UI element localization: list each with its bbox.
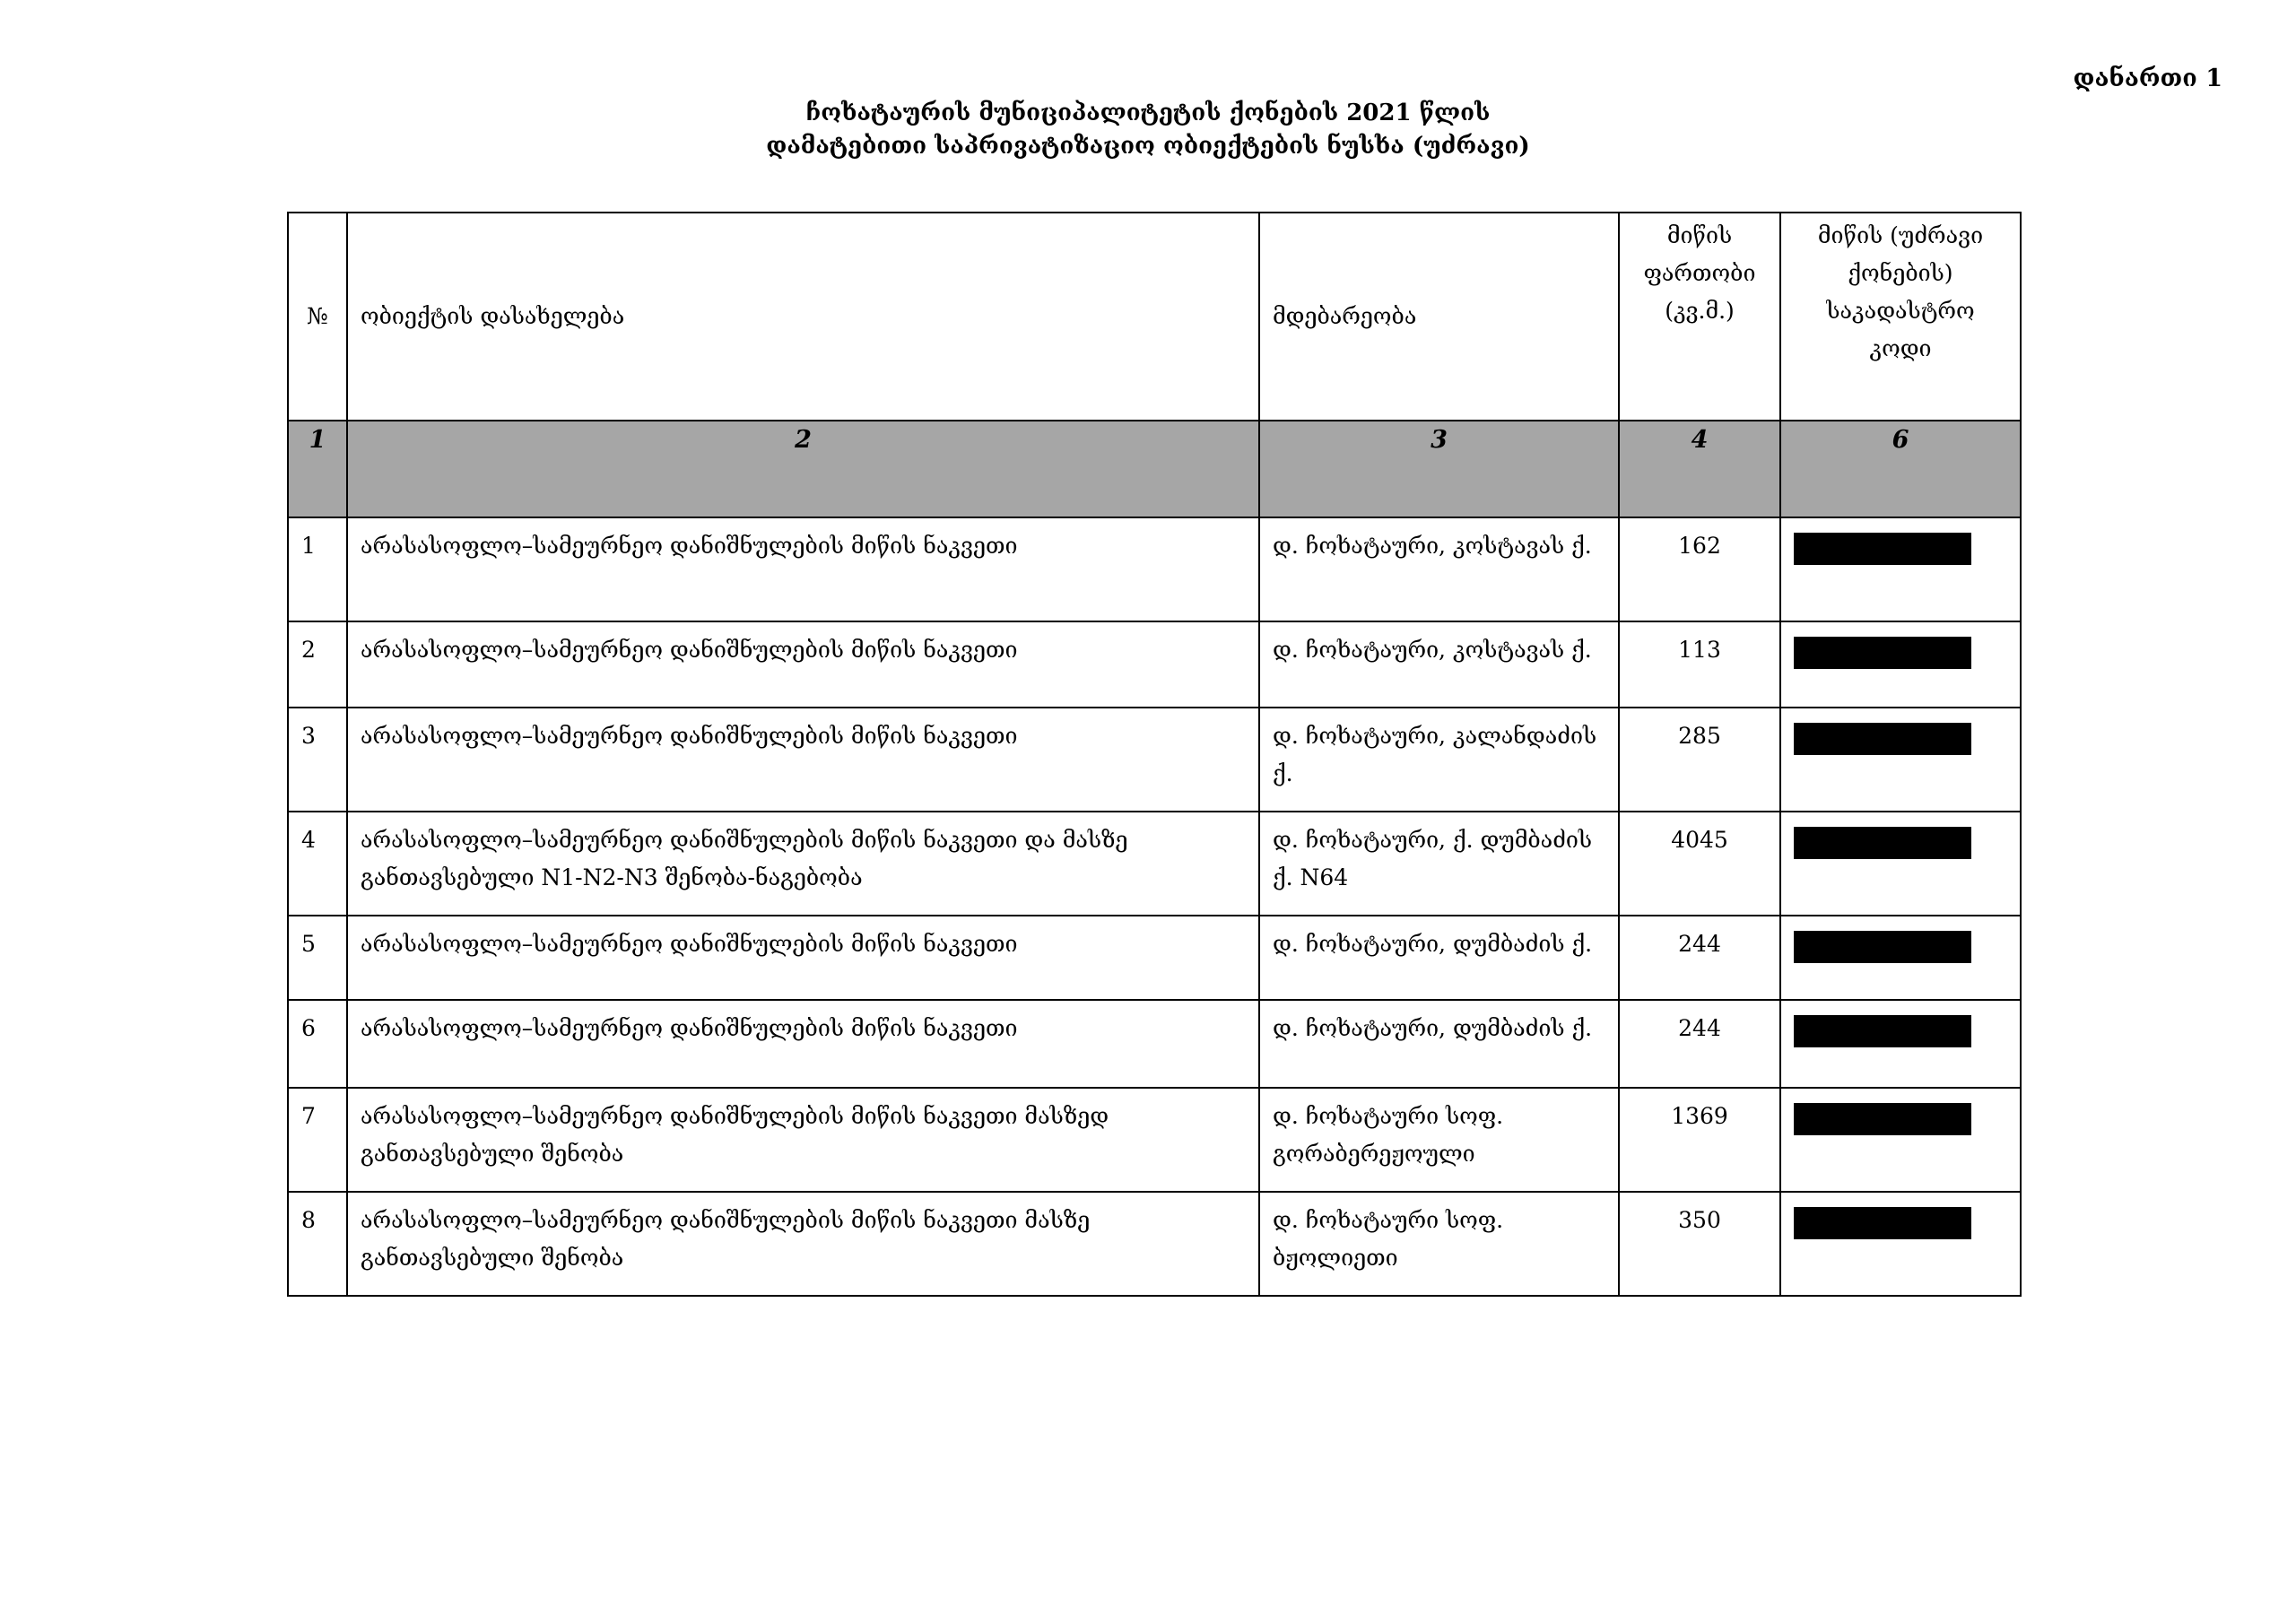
table-row — [288, 708, 2021, 812]
table-row — [288, 1000, 2021, 1088]
redaction-block — [1794, 637, 1971, 669]
redaction-block — [1794, 1207, 1971, 1239]
row-number: 6 — [288, 1000, 347, 1088]
object-location: დ. ჩოხატაური, კოსტავას ქ. — [1259, 517, 1619, 621]
table-header-row — [288, 213, 2021, 421]
cadastral-code-cell — [1780, 1000, 2021, 1088]
document-title — [0, 97, 2296, 163]
table-row — [288, 621, 2021, 708]
cadastral-code-cell — [1780, 1192, 2021, 1296]
cadastral-code-cell — [1780, 1088, 2021, 1192]
title-line-1: ჩოხატაურის მუნიციპალიტეტის ქონების 2021 წლის — [805, 100, 1491, 126]
object-name: არასასოფლო–სამეურნეო დანიშნულების მიწის ნაკვეთი მასზე განთავსებული შენობა — [347, 1192, 1259, 1296]
title-line-2: დამატებითი საპრივატიზაციო ობიექტების ნუსხა (უძრავი) — [766, 133, 1530, 160]
land-area: 1369 — [1619, 1088, 1780, 1192]
header-location: მდებარეობა — [1259, 213, 1619, 421]
row-number: 1 — [288, 517, 347, 621]
object-location: დ. ჩოხატაური, კოსტავას ქ. — [1259, 621, 1619, 708]
cadastral-code-cell — [1780, 621, 2021, 708]
redaction-block — [1794, 1103, 1971, 1135]
land-area: 244 — [1619, 916, 1780, 1000]
redaction-block — [1794, 533, 1971, 565]
cadastral-code-cell — [1780, 517, 2021, 621]
land-area: 162 — [1619, 517, 1780, 621]
column-index: 6 — [1780, 421, 2021, 517]
row-number: 4 — [288, 812, 347, 916]
land-area: 350 — [1619, 1192, 1780, 1296]
redaction-block — [1794, 931, 1971, 963]
header-land-area: მიწის ფართობი (კვ.მ.) — [1619, 213, 1780, 421]
land-area: 244 — [1619, 1000, 1780, 1088]
table-row — [288, 517, 2021, 621]
object-location: დ. ჩოხატაური, ქ. დუმბაძის ქ. N64 — [1259, 812, 1619, 916]
cadastral-code-cell — [1780, 708, 2021, 812]
row-number: 8 — [288, 1192, 347, 1296]
land-area: 285 — [1619, 708, 1780, 812]
cadastral-code-cell — [1780, 916, 2021, 1000]
table-row — [288, 1192, 2021, 1296]
row-number: 7 — [288, 1088, 347, 1192]
object-name: არასასოფლო–სამეურნეო დანიშნულების მიწის ნაკვეთი — [347, 621, 1259, 708]
object-location: დ. ჩოხატაური, დუმბაძის ქ. — [1259, 1000, 1619, 1088]
object-name: არასასოფლო–სამეურნეო დანიშნულების მიწის ნაკვეთი — [347, 916, 1259, 1000]
row-number: 3 — [288, 708, 347, 812]
column-index-row — [288, 421, 2021, 517]
table-row — [288, 812, 2021, 916]
header-cadastral-code: მიწის (უძრავი ქონების) საკადასტრო კოდი — [1780, 213, 2021, 421]
object-location: დ. ჩოხატაური სოფ. გორაბერეჟოული — [1259, 1088, 1619, 1192]
object-name: არასასოფლო–სამეურნეო დანიშნულების მიწის ნაკვეთი — [347, 517, 1259, 621]
object-name: არასასოფლო–სამეურნეო დანიშნულების მიწის ნაკვეთი — [347, 708, 1259, 812]
header-number: № — [288, 213, 347, 421]
redaction-block — [1794, 827, 1971, 859]
redaction-block — [1794, 723, 1971, 755]
column-index: 3 — [1259, 421, 1619, 517]
object-name: არასასოფლო–სამეურნეო დანიშნულების მიწის ნაკვეთი მასზედ განთავსებული შენობა — [347, 1088, 1259, 1192]
annex-label: დანართი 1 — [2073, 65, 2222, 92]
object-location: დ. ჩოხატაური სოფ. ბჟოლიეთი — [1259, 1192, 1619, 1296]
object-name: არასასოფლო–სამეურნეო დანიშნულების მიწის ნაკვეთი და მასზე განთავსებული N1-N2-N3 შენობა-ნაგებობა — [347, 812, 1259, 916]
row-number: 5 — [288, 916, 347, 1000]
column-index: 4 — [1619, 421, 1780, 517]
cadastral-code-cell — [1780, 812, 2021, 916]
column-index: 2 — [347, 421, 1259, 517]
column-index: 1 — [288, 421, 347, 517]
privatization-table — [287, 212, 2022, 1297]
land-area: 113 — [1619, 621, 1780, 708]
land-area: 4045 — [1619, 812, 1780, 916]
redaction-block — [1794, 1015, 1971, 1047]
object-name: არასასოფლო–სამეურნეო დანიშნულების მიწის ნაკვეთი — [347, 1000, 1259, 1088]
table-row — [288, 1088, 2021, 1192]
object-location: დ. ჩოხატაური, კალანდაძის ქ. — [1259, 708, 1619, 812]
object-location: დ. ჩოხატაური, დუმბაძის ქ. — [1259, 916, 1619, 1000]
header-object-name: ობიექტის დასახელება — [347, 213, 1259, 421]
table-row — [288, 916, 2021, 1000]
row-number: 2 — [288, 621, 347, 708]
